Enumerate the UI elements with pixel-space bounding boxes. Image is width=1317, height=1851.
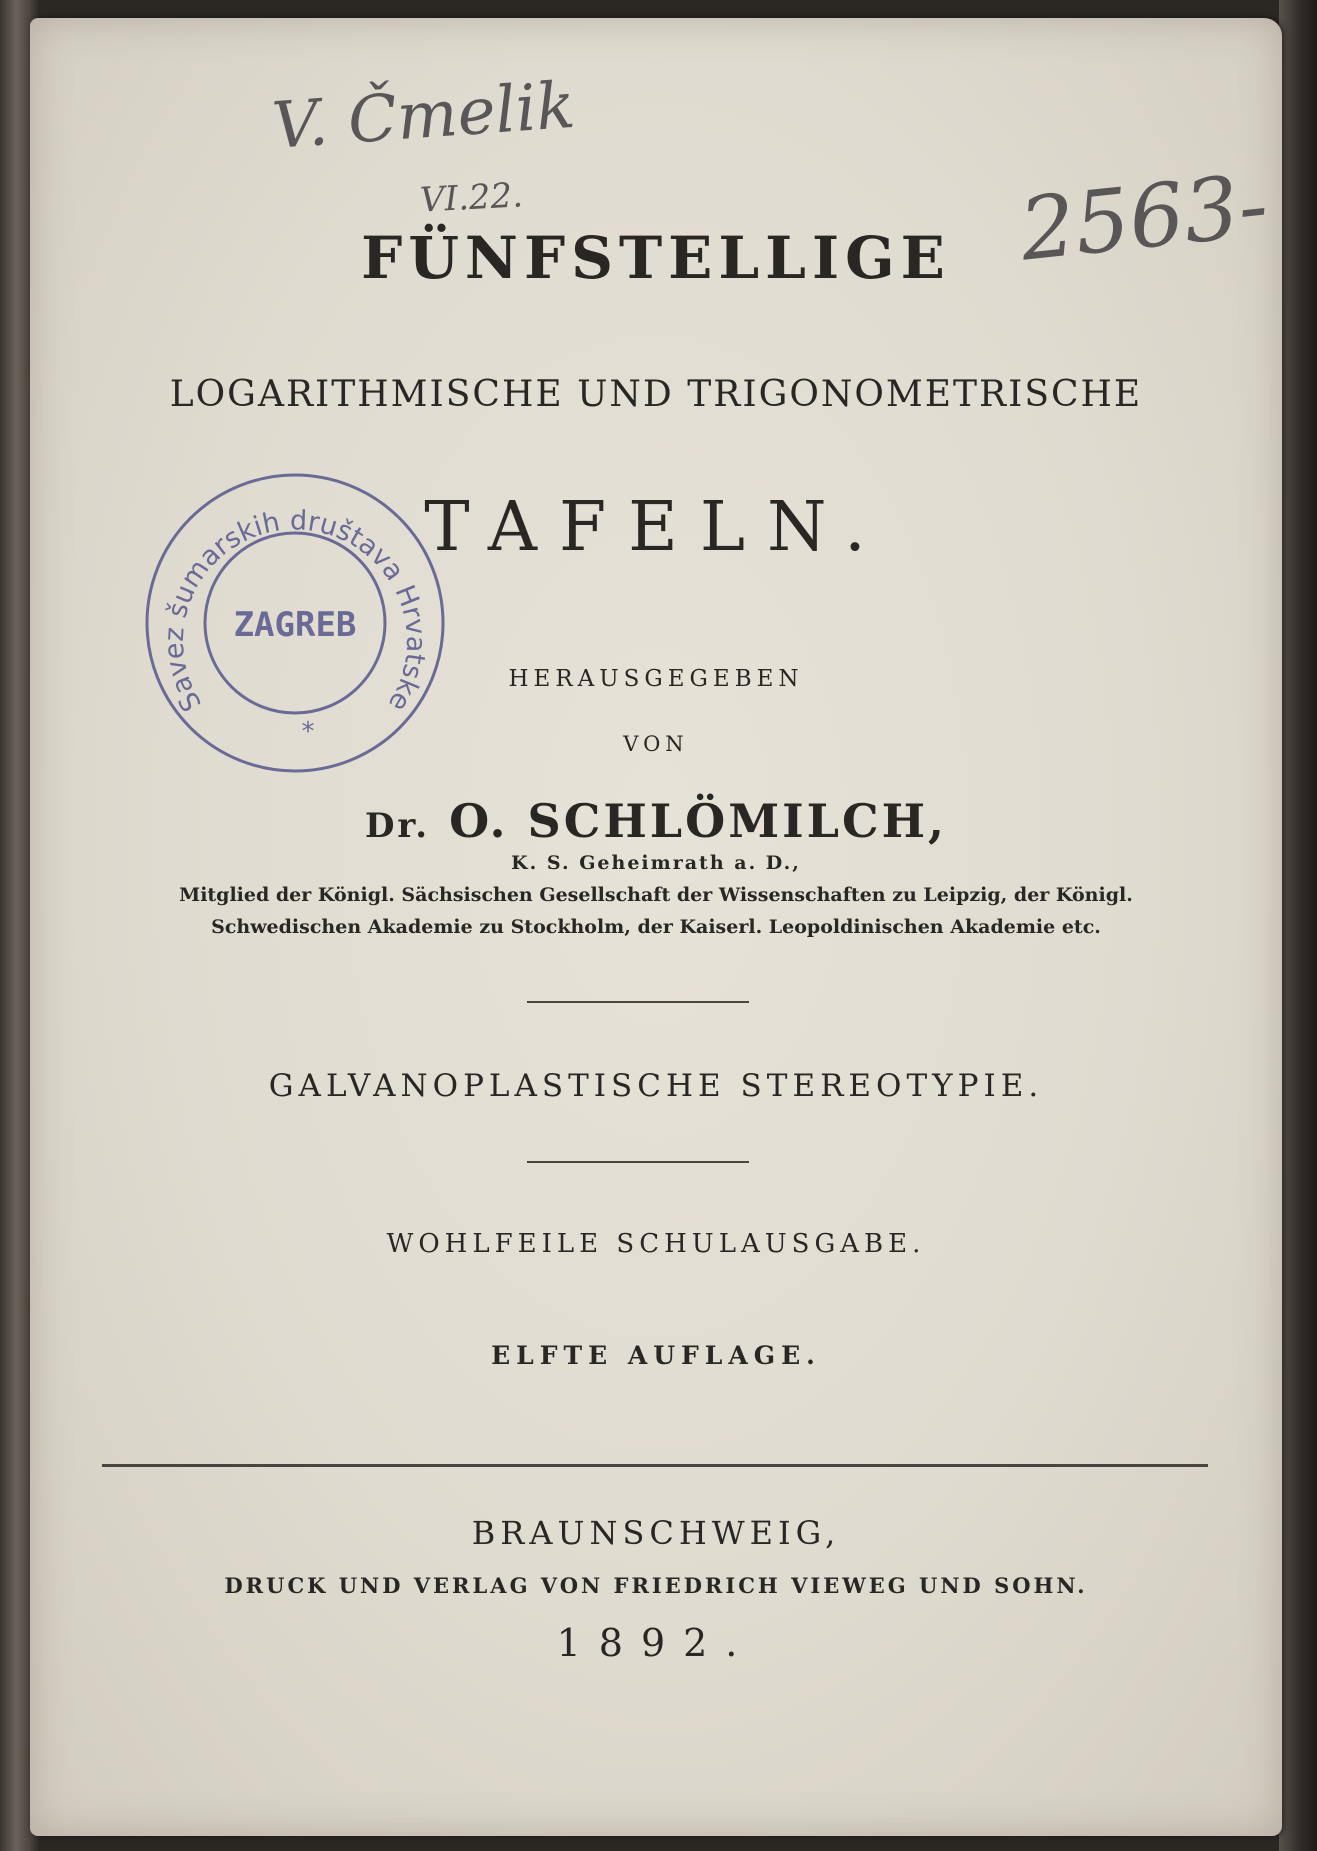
author-title: K. S. Geheimrath a. D., <box>511 852 801 874</box>
von-label: VON <box>623 732 689 756</box>
author-name: O. SCHLÖMILCH, <box>449 794 948 848</box>
author-line <box>30 794 1282 848</box>
divider-rule <box>527 1001 749 1003</box>
handwritten-date: VI.22. <box>419 175 524 221</box>
author-affiliation-2: Schwedischen Akademie zu Stockholm, der Kaiserl. Leopoldinischen Akademie etc. <box>211 916 1101 938</box>
title-tafeln: TAFELN. <box>424 488 888 567</box>
handwritten-inventory-number: 2563- <box>1015 155 1273 281</box>
edited-by-label: HERAUSGEGEBEN <box>508 666 804 692</box>
imprint-rule <box>102 1464 1208 1467</box>
stamp-center-text: ZAGREB <box>233 605 357 645</box>
schulausgabe-line: WOHLFEILE SCHULAUSGABE. <box>386 1229 926 1259</box>
stereotypie-line: GALVANOPLASTISCHE STEREOTYPIE. <box>268 1068 1044 1104</box>
divider-rule <box>527 1161 749 1163</box>
imprint-year: 1892. <box>556 1621 756 1665</box>
imprint-city: BRAUNSCHWEIG, <box>471 1514 841 1552</box>
stamp-ring-text: Savez šumarskih društava Hrvatske <box>158 505 432 717</box>
title-page <box>30 18 1282 1836</box>
stamp-star-icon: * <box>301 717 315 747</box>
book-fore-edge <box>1279 0 1317 1851</box>
title-main: FÜNFSTELLIGE <box>361 224 951 292</box>
title-subtitle: LOGARITHMISCHE UND TRIGONOMETRISCHE <box>169 374 1143 415</box>
author-dr: Dr. <box>364 806 431 846</box>
library-stamp <box>142 470 448 776</box>
edition-number: ELFTE AUFLAGE. <box>491 1341 821 1370</box>
handwritten-owner-name: V. Čmelik <box>270 68 578 164</box>
author-affiliation-1: Mitglied der Königl. Sächsischen Gesellschaft der Wissenschaften zu Leipzig, der Königl. <box>179 884 1133 906</box>
imprint-publisher: DRUCK UND VERLAG VON FRIEDRICH VIEWEG UND SOHN. <box>224 1573 1088 1598</box>
